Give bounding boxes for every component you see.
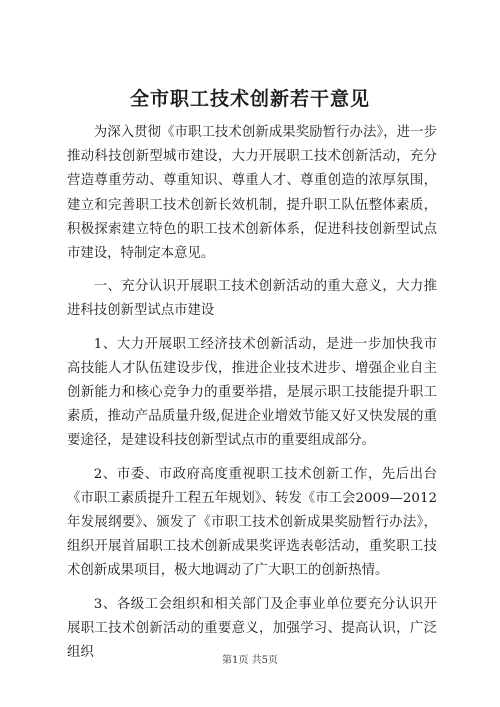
paragraph-item-2: 2、市委、市政府高度重视职工技术创新工作，先后出台《市职工素质提升工程五年规划》、转发《市工会2009—2012年发展纲要》、颁发了《市职工技术创新成果奖励暂行办法》，组织开展首届职工技术创新成果奖评选表彰活动，重奖职工技术创新成果项目，极大地调动了广大职工的创新热情。 xyxy=(67,466,437,579)
document-title: 全市职工技术创新若干意见 xyxy=(129,88,370,110)
paragraph-item-1: 1、大力开展职工经济技术创新活动，是进一步加快我市高技能人才队伍建设步伐，推进企业技术进步、增强企业自主创新能力和核心竞争力的重要举措，是展示职工技能提升职工素质，推动产品质量升级,促进企业增效节能又好又快发展的重要途径，是建设科技创新型试点市的重要组成部分。 xyxy=(67,336,437,449)
page-number-footer: 第1页 共5页 xyxy=(222,655,278,666)
section-heading-1: 一、充分认识开展职工技术创新活动的重大意义，大力推进科技创新型试点市建设 xyxy=(67,279,437,319)
paragraph-item-3: 3、各级工会组织和相关部门及企事业单位要充分认识开展职工技术创新活动的重要意义，加强学习、提高认识，广泛组织 xyxy=(67,596,437,661)
document-body xyxy=(67,121,437,674)
paragraph-intro: 为深入贯彻《市职工技术创新成果奖励暂行办法》，进一步推动科技创新型城市建设，大力开展职工技术创新活动，充分营造尊重劳动、尊重知识、尊重人才、尊重创造的浓厚氛围，建立和完善职工技术创新长效机制，提升职工队伍整体素质，积极探索建立特色的职工技术创新体系，促进科技创新型试点市建设，特制定本意见。 xyxy=(67,125,437,262)
